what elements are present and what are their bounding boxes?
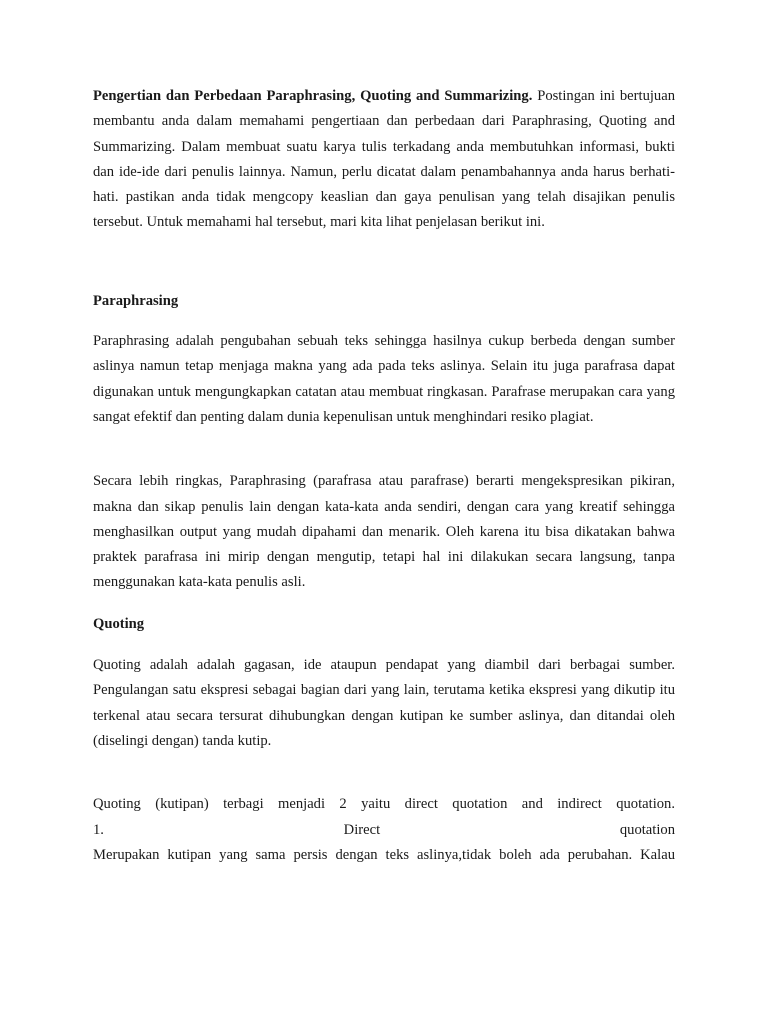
document-title: Pengertian dan Perbedaan Paraphrasing, Quoting and Summarizing. — [93, 88, 533, 104]
list-item-direct-quotation — [93, 818, 675, 843]
paraphrasing-paragraph-2: Secara lebih ringkas, Paraphrasing (parafrasa atau parafrase) berarti mengekspresikan pikiran, makna dan sikap penulis lain dengan kata-kata anda sendiri, dengan cara yang kreatif sehingga menghasilkan output yang mudah dipahami dan menarik. Oleh karena itu bisa dikatakan bahwa praktek parafrasa ini mirip dengan mengutip, tetapi hal ini dilakukan secara langsung, tanpa menggunakan kata-kata penulis asli. — [93, 473, 675, 591]
intro-body: Postingan ini bertujuan membantu anda dalam memahami pengertiaan dan perbedaan dari Paraphrasing, Quoting and Summarizing. Dalam membuat suatu karya tulis terkadang anda membutuhkan informasi, bukti dan ide-ide dari penulis lainnya. Namun, perlu dicatat dalam penambahannya anda harus berhati-hati. pastikan anda tidak mengcopy keaslian dan gaya penulisan yang telah disajikan penulis tersebut. Untuk memahami hal tersebut, mari kita lihat penjelasan berikut ini. — [93, 88, 675, 231]
list-number: 1. — [93, 821, 104, 838]
quoting-paragraph-2-block — [93, 792, 675, 868]
heading-quoting: Quoting — [93, 615, 145, 632]
list-word-direct: Direct — [343, 821, 381, 838]
list-word-quotation: quotation — [619, 821, 675, 838]
quoting-paragraph-3: Merupakan kutipan yang sama persis dengan teks aslinya,tidak boleh ada perubahan. Kalau — [93, 846, 675, 863]
heading-paraphrasing: Paraphrasing — [93, 292, 179, 309]
quoting-paragraph-2: Quoting (kutipan) terbagi menjadi 2 yaitu direct quotation and indirect quotation. — [93, 796, 675, 813]
document-page — [93, 84, 675, 868]
quoting-paragraph-1: Quoting adalah adalah gagasan, ide ataupun pendapat yang diambil dari berbagai sumber. Pengulangan satu ekspresi sebagai bagian dari yang lain, terutama ketika ekspresi yang dikutip itu terkenal atau secara tersurat dihubungkan dengan kutipan ke sumber aslinya, dan ditandai oleh (diselingi dengan) tanda kutip. — [93, 657, 675, 749]
intro-paragraph — [93, 84, 675, 236]
paraphrasing-paragraph-1: Paraphrasing adalah pengubahan sebuah teks sehingga hasilnya cukup berbeda dengan sumber aslinya namun tetap menjaga makna yang ada pada teks aslinya. Selain itu juga parafrasa dapat digunakan untuk mengungkapkan catatan atau membuat ringkasan. Parafrase merupakan cara yang sangat efektif dan penting dalam dunia kepenulisan untuk menghindari resiko plagiat. — [93, 333, 675, 425]
